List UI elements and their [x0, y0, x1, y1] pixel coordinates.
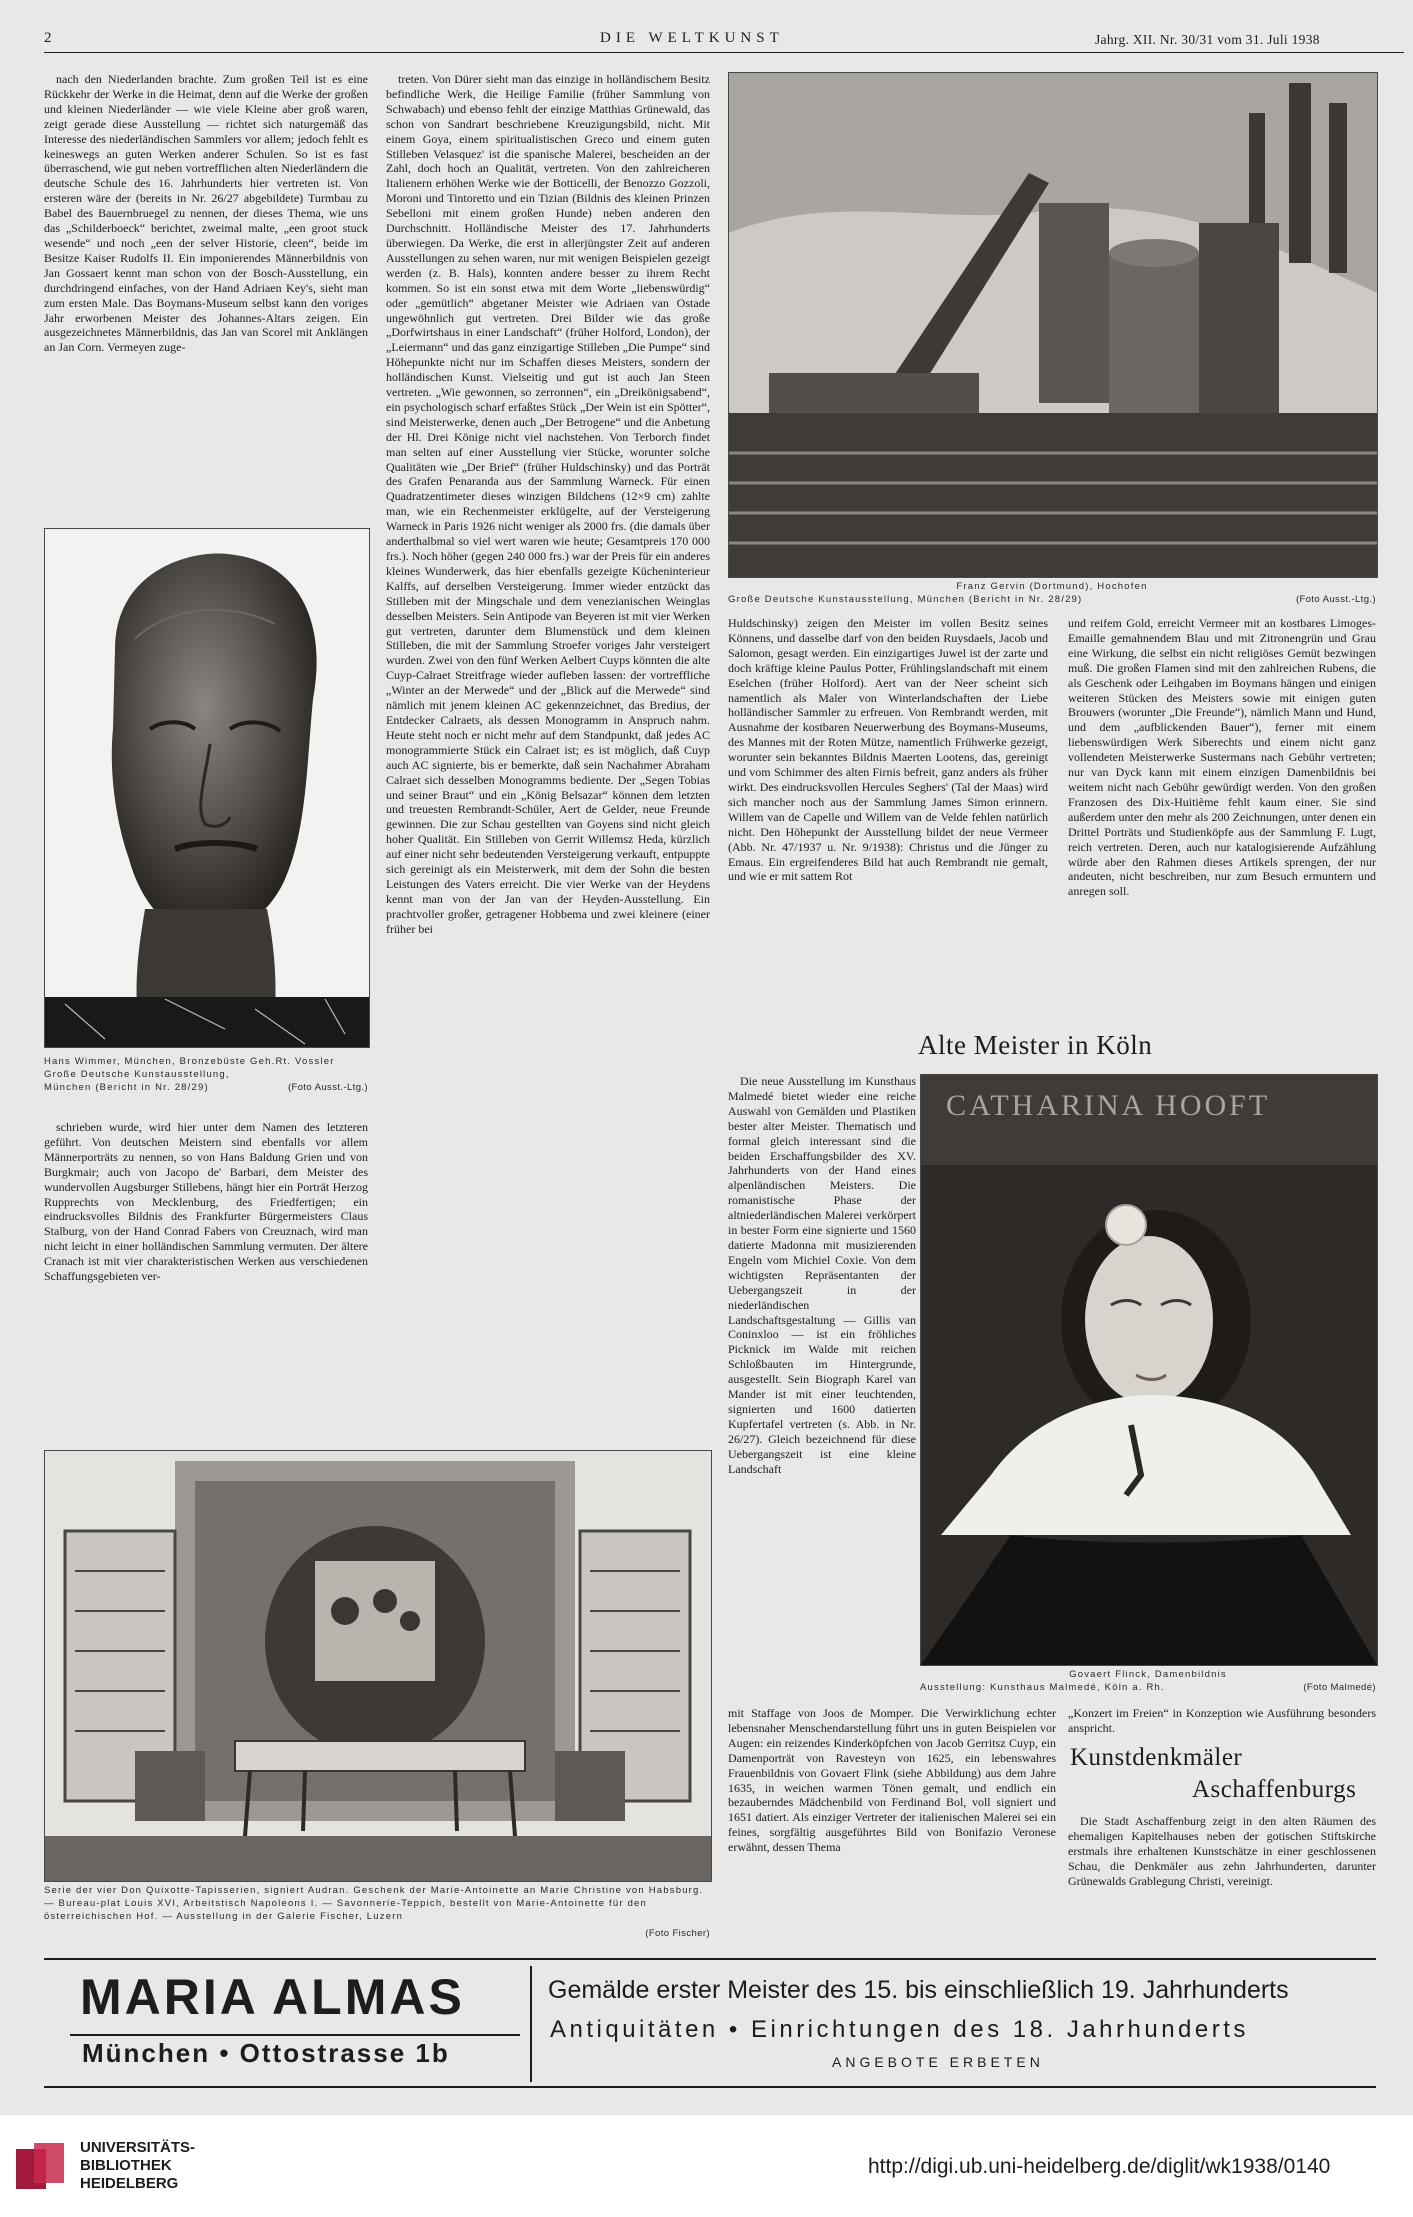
university-seal-icon — [12, 2139, 72, 2195]
tapestry-illustration — [45, 1451, 711, 1881]
library-name: UNIVERSITÄTS- BIBLIOTHEK HEIDELBERG — [80, 2139, 196, 2192]
column-2-text: treten. Von Dürer sieht man das einzige in holländischem Besitz befindliche Werk, die Heilige Familie (früher Sammlung von Schwabach) und ebenso fehlt der einzige Matthias Grünewald, das schon von Sandrart beschriebene Kreuzigungsbild, nicht. Mit einem Goya, einem spiritualistischen Greco und einem guten Stilleben Velasquez' ist die spanische Malerei, bescheiden an der Zahl, doch hoch an Qualität, vertreten. Von den zahlreicheren Italienern erhöhen Werke wie der Botticelli, der Benozzo Gozzoli, Moroni und Tintoretto und ein Tizian (Bildnis des kleinen Prinzen Sebelloni mit einem großen Hunde) neben anderen den Durchschnitt. Holländische Meister des 17. Jahrhunderts überwiegen. Da Werke, die erst in allerjüngster Zeit auf anderen Ausstellungen zu sehen waren, nur mit wenigen Beispielen gezeigt werden (z. B. Hals), konnten andere besser zu ihrem Recht kommen. So ist ein sonst etwa mit dem Worte „liebenswürdig“ oder „gemütlich“ abgetaner Meister wie Adriaen van Ostade ungewöhnlich gut vertreten. Drei Bilder wie das große „Dorfwirtshaus in einer Landschaft“ (früher Holford, London), der „Leiermann“ und das ganz einzigartige Stilleben „Die Pumpe“ sind Höhepunkte nicht nur im Schaffen dieses Meisters, sondern der holländischen Kunst. Vielseitig und gut ist auch Jan Steen vertreten. „Wie gewonnen, so zerronnen“, ein „Dreikönigsabend“, ein psychologisch scharf erfaßtes Stück „Der Wein ist ein Spötter“, sind Meisterwerke, denen auch „Der Betrogene“ und die Anbetung der Hl. Drei Könige nicht viel nachstehen. Von Terborch findet man selten auf einer Ausstellung vier Stücke, worunter solche Qualitäten wie „Der Brief“ (früher Huldschinsky) und das Porträt des Grafen Penaranda aus der Sammlung Warneck. Für einen Quadratzentimeter dieses winzigen Bildchens (12×9 cm) zahlte man, wie ein Rechenmeister erklügelte, auf der Versteigerung Warneck in Paris 1926 nicht weniger als 2000 frs. (die damals über anderthalbmal so viel wert waren wie heute; Gesamtpreis 170 000 frs.). Noch höher (gegen 240 000 frs.) war der Preis für ein anderes kleines Wunderwerk, das hier ebenfalls gezeigte Kücheninterieur Kalffs, auf derselben Versteigerung. Immer wieder entzückt das Stilleben mit der Mingschale und dem venezianischen Weinglas desselben Meisters. Sein Antipode van Beyeren ist mit vier Werken gut vertreten, darunter dem Blumenstück und dem kleinen Stilleben, die mit der Sammlung Stroefer voriges Jahr versteigert wurden. Zwei von den fünf Werken Aelbert Cuyps könnten die alte Cuyp-Calraet Streitfrage wieder aufleben lassen: der vortreffliche „Winter an der Merwede“ und der „Blick auf die Merwede“ sind nämlich mit jenem kleinen AC gekennzeichnet, das Bredius, der Entdecker Calraets, als dessen Monogramm in Anspruch nahm. Heute steht noch er nicht mehr auf dem Standpunkt, daß jedes AC monogrammierte Stück ein Calraet ist; es ist möglich, daß Cuyp auch AC signierte, bis er bemerkte, daß sein Nachahmer Abraham Calraet sich desselben Monogramms bediente. Der „Segen Tobias und seiner Braut“ und ein „König Belsazar“ können dem letzten und treuesten Rembrandt-Schüler, Aert de Gelder, neue Freunde gewinnen. Die zur Schau gestellten van Goyens sind nicht gleich hoher Qualität. Ein Stilleben von Gerrit Willemsz Heda, kürzlich auf einer nicht sehr bedeutenden Versteigerung verkauft, entpuppte sich gereinigt als ein Meisterwerk, mit dem der Sohn die besten Leistungen des Vaters erreicht. Die vier Werke van der Heydens kennt man von der Jan van der Heyden-Ausstellung. Ein prachtvoller großer, getragener Hobbema und zwei kleinere (einer früher bei — [386, 72, 710, 936]
blast-furnace-illustration — [729, 73, 1377, 577]
header-rule — [44, 52, 1404, 53]
column-4-text: und reifem Gold, erreicht Vermeer mit an kostbares Limoges-Emaille gemahnendem Blau und mit Zitronengrün und Grau eine Wirkung, die selbst ein nicht religiöses Gemüt bezwingen muß. Die großen Flamen sind mit den zahlreichen Rubens, die als Geschenk oder Leihgaben im Boymans hängen und einigen weiteren Stücken des Meisters sowie mit einigen guten Brouwers (worunter „Die Freunde“), nämlich Mann und Hund, und dem „aufblickenden Bauer“), ferner mit einem liebenswürdigen Werk Siberechts und einem nicht ganz vollendeten Meisterwerke Sustermans nach Gebühr vertreten; nur van Dyck kann mit einem einzigen Damenbildnis bei weitem nicht nach Gebühr gewürdigt werden. Von den großen Franzosen des Dix-Huitième fehlt kaum einer. Sie sind außerdem unter den mehr als 200 Zeichnungen, unter denen ein Drittel Porträts und Studienköpfe aus der Sammlung F. Lugt, reich vertreten. Deren, auch nur katalogisierende Aufzählung würde aber den Rahmen dieses Artikels sprengen, der nur andeuten, nicht beschreiben, nur zum Besuch ermuntern und anregen soll. — [1068, 616, 1376, 899]
tapestry-caption: Serie der vier Don Quixotte-Tapisserien, signiert Audran. Geschenk der Marie-Antoinette an Marie Christine von Habsburg. — Bureau-plat Louis XVI, Arbeitstisch Napoleons I. — Savonnerie-Teppich, bestellt von Marie-Antoinette für den österreichischen Hof. — Ausstellung in der Galerie Fischer, Luzern (Foto Fischer) — [44, 1885, 710, 1939]
column-3-text: Huldschinsky) zeigen den Meister im vollen Besitz seines Könnens, und dasselbe darf von den beiden Ruysdaels, Jacob und Salomon, gesagt werden. Ein einzigartiges Juwel ist der zarte und doch kräftige kleine Paulus Potter, Frühlingslandschaft mit einem Eselchen (früher Holford). Aert van der Neer scheint sich namentlich als Maler von Winterlandschaften der Liebe holländischer Sammler zu erfreuen. Von Rembrandt werden, mit Ausnahme der kostbaren Neuerwerbung des Boymans-Museums, des Mannes mit der Roten Mütze, namentlich Frühwerke gezeigt, worunter sein bekanntes Bildnis Maerten Lootens, das, gereinigt und vom Schimmer des alten Firnis befreit, ganz anders als früher wirkt. Des eindrucksvollen Hercules Seghers' (Tal der Maas) wird sich mancher noch aus der Sammlung James Simon erinnern. Willem van de Capelle und Willem van de Velde fehlen natürlich nicht. Den Höhepunkt der Ausstellung bildet der neue Vermeer (Abb. Nr. 47/1937 u. Nr. 9/1938): Christus und die Jünger zu Emaus. Ein ergreifenderes Bild hat auch Rembrandt nie gemalt, und wie er mit sattem Rot — [728, 616, 1048, 884]
blast-furnace-caption: Franz Gervin (Dortmund), Hochofen Große Deutsche Kunstausstellung, München (Bericht in Nr. 28/29) (Foto Ausst.-Ltg.) — [728, 581, 1376, 605]
column-1-top-text: nach den Niederlanden brachte. Zum großen Teil ist es eine Rückkehr der Werke in die Heimat, denn auf die Werke der großen und kleinen Niederländer — wie viele Kleine aber groß waren, zeigt gerade diese Ausstellung — richtet sich naturgemäß das Interesse des niederländischen Sammlers vor allem; jedoch fehlt es keineswegs an guten Werken anderer Schulen. So ist es fast überraschend, wie gut neben vortrefflichen alten Niederländern die deutsche Schule des 16. Jahrhunderts hier vertreten ist. Von ersteren wäre der (bereits in Nr. 26/27 abgebildete) Turmbau zu Babel des Bauernbruegel zu nennen, der dieses Thema, wie uns das „Schilderboeck“ berichtet, zweimal malte, „een groot stuck wesende“ und noch „een der selver Historie, cleen“, beide im Besitze Kaiser Rudolfs II. Ein imponierendes Männerbildnis von Jan Gossaert kennt man schon von der Bosch-Ausstellung, ein durchdringend einfaches, von der Hand Adriaen Key's, sieht man zum ersten Male. Das Boymans-Museum selbst kann den voriges Jahr erworbenen Meister des Johannes-Altars zeigen. Ein ausgezeichnetes Männerbildnis, das Jan van Scorel mit Anklängen an Jan Corn. Vermeyen zuge- — [44, 72, 368, 355]
portrait-caption: Govaert Flinck, Damenbildnis Ausstellung: Kunsthaus Malmedé, Köln a. Rh. (Foto Malmedé) — [920, 1669, 1376, 1693]
ad-bottom-rule — [44, 2086, 1376, 2088]
aschaffenburg-heading-line1: Kunstdenkmäler — [1070, 1744, 1243, 1771]
digital-library-link[interactable]: http://digi.ub.uni-heidelberg.de/diglit/wk1938/0140 — [868, 2155, 1331, 2178]
journal-title: DIE WELTKUNST — [600, 30, 784, 46]
library-footer — [0, 2115, 1413, 2217]
ad-line-2: Antiquitäten • Einrichtungen des 18. Jahrhunderts — [550, 2016, 1249, 2043]
bust-illustration — [45, 529, 369, 1047]
ad-name-rule — [70, 2034, 520, 2036]
blast-furnace-photo — [728, 72, 1378, 578]
ad-line-1: Gemälde erster Meister des 15. bis einschließlich 19. Jahrhunderts — [548, 1976, 1289, 2004]
bust-caption: Hans Wimmer, München, Bronzebüste Geh.Rt. Vossler Große Deutsche Kunstausstellung, München (Bericht in Nr. 28/29) (Foto Ausst.-Ltg.) — [44, 1056, 368, 1093]
portrait-illustration — [921, 1075, 1377, 1665]
aschaffenburg-heading-line2: Aschaffenburgs — [1192, 1776, 1357, 1803]
portrait-inscription: CATHARINA HOOFT — [946, 1089, 1271, 1122]
koeln-article-continuation: „Konzert im Freien“ in Konzeption wie Ausführung besonders anspricht. — [1068, 1706, 1376, 1735]
ad-line-3: ANGEBOTE ERBETEN — [832, 2054, 1044, 2070]
ad-top-rule — [44, 1958, 1376, 1960]
column-1-bottom-text: schrieben wurde, wird hier unter dem Namen des letzteren geführt. Von deutschen Meistern sind ebenfalls vor allem Männerporträts zu nennen, so von Hans Baldung Grien und von Burgkmair; auch von Jacopo de' Barbari, dem Meister des wundervollen Augsburger Stillebens, hängt hier ein Porträt Herzog Rupprechts von Mecklenburg, des Friedfertigen; ein eindrucksvolles Bildnis des Frankfurter Bürgermeisters Claus Stalburg, von der Hand Conrad Fabers von Creuznach, wird man nicht leicht in einer holländischen Sammlung vermuten. Der ältere Cranach ist mit vier charakteristischen Werken aus verschiedenen Schaffungsgebieten ver- — [44, 1120, 368, 1284]
govaert-flinck-portrait — [920, 1074, 1378, 1666]
koeln-article-wide-text: mit Staffage von Joos de Momper. Die Verwirklichung echter lebensnaher Menschendarstellung führt uns in guten Beispielen vor Augen: ein reizendes Kinderköpfchen von Jacob Gerritsz Cuyp, ein Damenporträt von Ravesteyn von 1625, ein lebenswahres Frauenbildnis von Govaert Flink (siehe Abbildung) aus dem Jahre 1635, in weichen warmen Tönen gemalt, und endlich ein bezauberndes Mädchenbild von Ferdinand Bol, voll signiert und 1651 datiert. Als einziger Vertreter der italienischen Malerei sei ein feines, sorgfältig ausgeführtes Bild von Bonifazio Veronese erwähnt, dessen Thema — [728, 1706, 1056, 1855]
ad-company-name: MARIA ALMAS — [80, 1969, 465, 2025]
ad-address: München • Ottostrasse 1b — [82, 2038, 450, 2068]
koeln-article-heading: Alte Meister in Köln — [918, 1030, 1153, 1060]
koeln-article-narrow-text: Die neue Ausstellung im Kunsthaus Malmedé bietet wieder eine reiche Auswahl von Gemälden und Plastiken bester alter Meister. Thematisch und formal gleich interessant sind die beiden Erschaffungsbilder des XV. Jahrhunderts von der Hand eines alpenländischen Meisters. Die romanistische Phase der altniederländischen Malerei verkörpert in bester Form eine signierte und 1560 datierte Madonna mit musizierenden Engeln vom Michiel Coxie. Von dem wichtigsten Repräsentanten der Uebergangszeit in der niederländischen Landschaftsgestaltung — Gillis van Coninxloo — ist ein fröhliches Picknick im Walde mit reichen Schloßbauten im Hintergrunde, ausgestellt. Sein Biograph Karel van Mander ist mit einer leuchtenden, signierten und 1600 datierten Kupfertafel vertreten (s. Abb. in Nr. 26/27). Gleich bezeichnend für diese Uebergangszeit ist eine kleine Landschaft — [728, 1074, 916, 1476]
ad-divider — [530, 1966, 532, 2082]
aschaffenburg-text: Die Stadt Aschaffenburg zeigt in den alten Räumen des ehemaligen Kapitelhauses neben der gotischen Stiftskirche erstmals ihre erhaltenen Kunstschätze in einer geschlossenen Schau, die Denkmäler aus zehn Jahrhunderten, darunter Grünewalds Grablegung Christi, vereinigt. — [1068, 1814, 1376, 1888]
tapestry-gallery-photo — [44, 1450, 712, 1882]
issue-info: Jahrg. XII. Nr. 30/31 vom 31. Juli 1938 — [1095, 32, 1320, 47]
page-number: 2 — [44, 30, 52, 46]
bronze-bust-photo — [44, 528, 370, 1048]
